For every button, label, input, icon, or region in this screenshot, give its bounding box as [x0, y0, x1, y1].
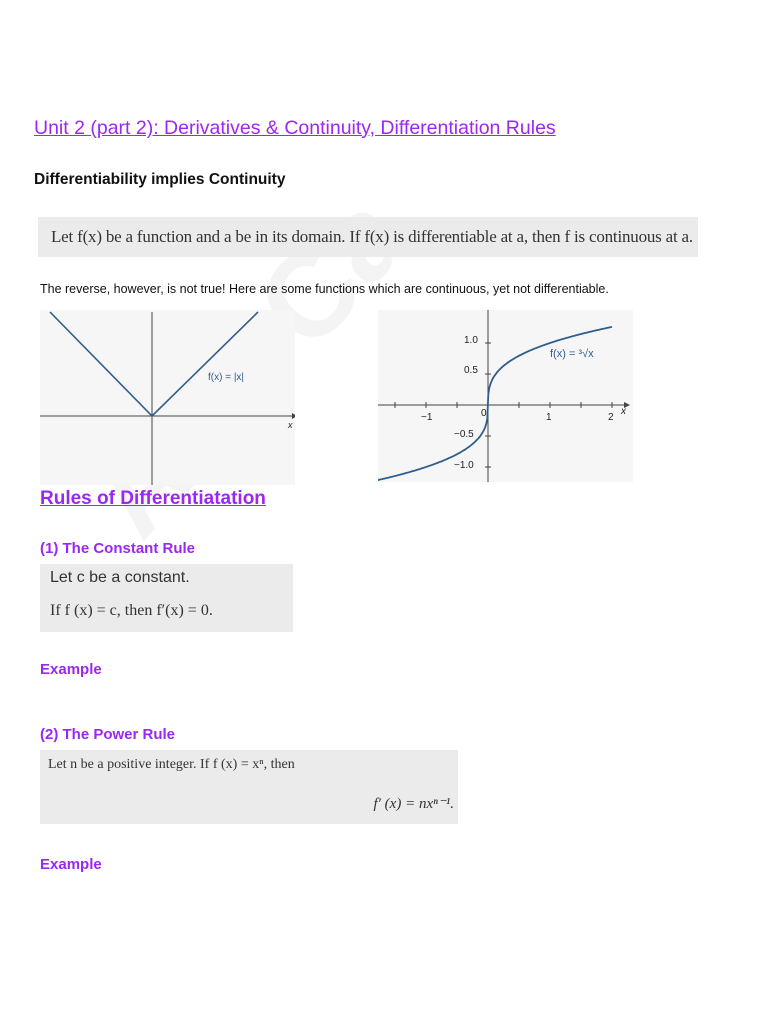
y-tick-label-neg1: −1.0: [454, 460, 474, 471]
x-tick-label-2: 2: [608, 412, 614, 423]
theorem-text: Let f(x) be a function and a be in its domain. If f(x) is differentiable at a, then f is continuous at a.: [51, 227, 693, 246]
theorem-box: [38, 217, 698, 257]
constant-rule-line1: Let c be a constant.: [50, 569, 190, 586]
x-tick-label-neg1: −1: [421, 412, 433, 423]
y-tick-label-neg05: −0.5: [454, 429, 474, 440]
abs-curve: [50, 312, 258, 416]
abs-value-graph: [40, 310, 295, 485]
x-axis-label: x: [288, 420, 293, 430]
constant-rule-example-label: Example: [40, 661, 102, 678]
constant-rule-box: [40, 564, 293, 632]
x-axis-arrow: [292, 413, 295, 419]
cube-root-graph: [378, 310, 633, 482]
cube-root-graph-svg: [378, 310, 633, 482]
x-tick-label-0: 0: [481, 408, 487, 419]
constant-rule-heading: (1) The Constant Rule: [40, 540, 196, 557]
power-rule-line2: f′ (x) = nxⁿ⁻¹.: [373, 796, 454, 812]
page-title[interactable]: Unit 2 (part 2): Derivatives & Continuity, Differentiation Rules: [34, 117, 556, 139]
constant-rule-line2: If f (x) = c, then f′(x) = 0.: [50, 602, 213, 619]
reverse-note: The reverse, however, is not true! Here are some functions which are continuous, yet not differentiable.: [40, 282, 609, 296]
function-label-cbrt: f(x) = ³√x: [550, 348, 594, 360]
power-rule-example-label: Example: [40, 856, 102, 873]
section-heading-differentiability: Differentiability implies Continuity: [34, 171, 286, 188]
y-tick-label-05: 0.5: [464, 365, 478, 376]
x-tick-label-1: 1: [546, 412, 552, 423]
x-axis-label: x: [621, 406, 626, 417]
power-rule-line1: Let n be a positive integer. If f (x) = xⁿ, then: [48, 757, 295, 772]
abs-value-graph-svg: [40, 310, 295, 485]
rules-heading[interactable]: Rules of Differentiatation: [40, 488, 266, 509]
power-rule-box: [40, 750, 458, 824]
y-tick-label-1: 1.0: [464, 335, 478, 346]
function-label-abs: f(x) = |x|: [208, 372, 245, 383]
power-rule-heading: (2) The Power Rule: [40, 726, 176, 743]
